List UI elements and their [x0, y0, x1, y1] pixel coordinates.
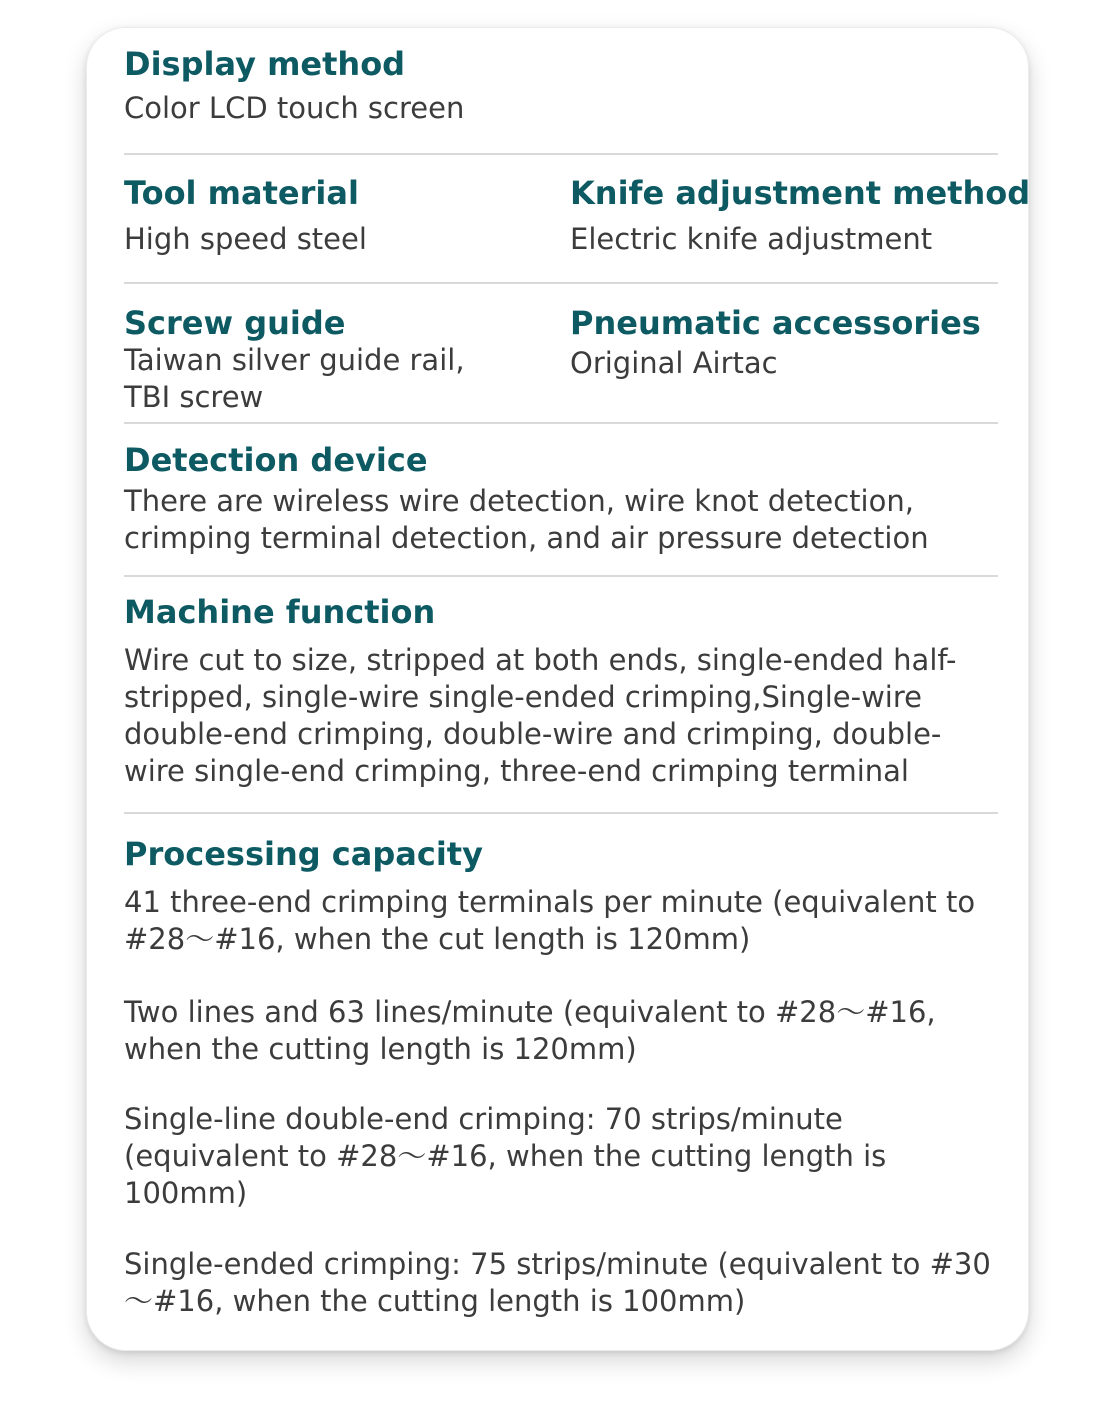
detection-device-label: Detection device [124, 441, 428, 479]
capacity-item: 41 three-end crimping terminals per minute (equivalent to #28～#16, when the cut length is 120mm) [124, 885, 976, 956]
machine-function-label: Machine function [124, 593, 436, 631]
detection-device-section [124, 441, 998, 557]
tool-material-label: Tool material [124, 174, 359, 212]
pneumatic-accessories-value: Original Airtac [570, 346, 778, 380]
display-method-value: Color LCD touch screen [124, 91, 465, 125]
screw-guide-section [124, 304, 554, 416]
capacity-item: Single-ended crimping: 75 strips/minute (equivalent to #30 ～#16, when the cutting length is 100mm) [124, 1247, 991, 1318]
tool-material-section [124, 174, 554, 258]
knife-adjustment-value: Electric knife adjustment [570, 222, 933, 256]
pneumatic-accessories-label: Pneumatic accessories [570, 304, 981, 342]
capacity-item: Single-line double-end crimping: 70 strips/minute (equivalent to #28～#16, when the cutting length is 100mm) [124, 1102, 887, 1210]
pneumatic-accessories-section [570, 304, 1000, 382]
divider [124, 575, 998, 577]
processing-capacity-label: Processing capacity [124, 835, 483, 873]
machine-function-value: Wire cut to size, stripped at both ends, single-ended half- stripped, single-wire single-ended crimping,Single-wire double-end crimping, double-wire and crimping, double- wire single-end crimping, three-end crimping terminal [124, 643, 957, 788]
divider [124, 422, 998, 424]
tool-material-value: High speed steel [124, 222, 367, 256]
screw-guide-label: Screw guide [124, 304, 346, 342]
divider [124, 153, 998, 155]
divider [124, 812, 998, 814]
screw-guide-value: Taiwan silver guide rail, TBI screw [124, 343, 465, 414]
processing-capacity-section [124, 835, 998, 873]
capacity-item: Two lines and 63 lines/minute (equivalent to #28～#16, when the cutting length is 120mm) [124, 995, 936, 1066]
divider [124, 282, 998, 284]
display-method-label: Display method [124, 45, 406, 83]
machine-function-section [124, 593, 998, 790]
knife-adjustment-label: Knife adjustment method [570, 174, 1031, 212]
display-method-section [124, 45, 998, 127]
detection-device-value: There are wireless wire detection, wire knot detection, crimping terminal detection, and air pressure detection [124, 484, 929, 555]
knife-adjustment-section [570, 174, 1031, 258]
